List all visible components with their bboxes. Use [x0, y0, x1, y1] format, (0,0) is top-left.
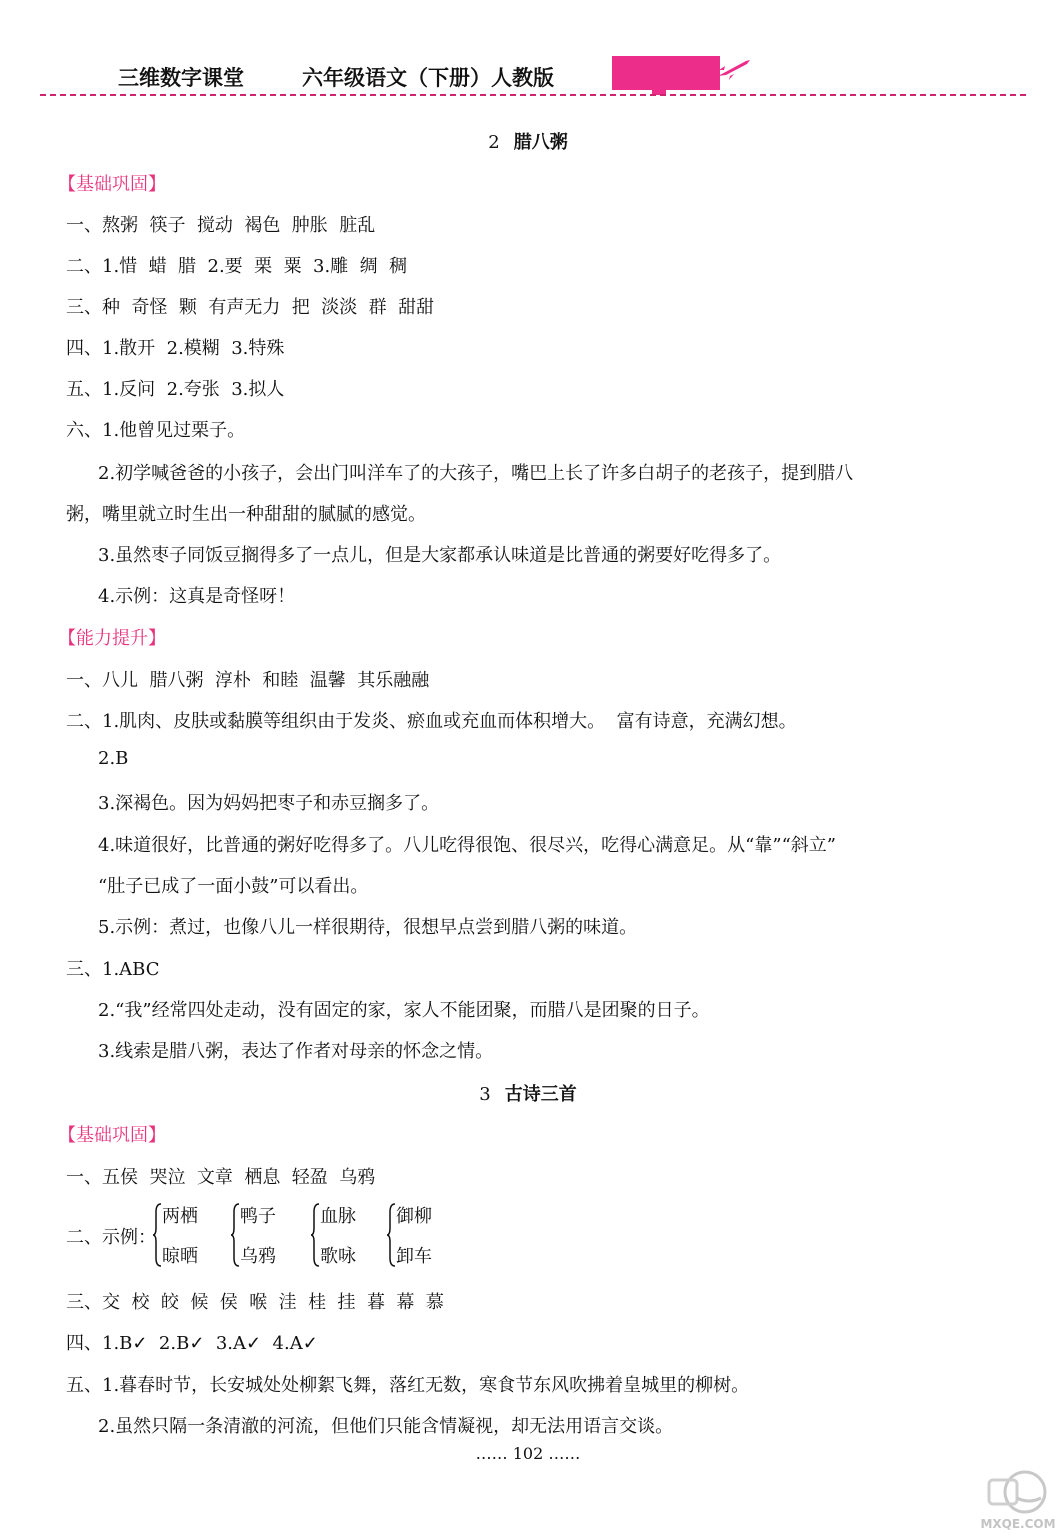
answer-line: 3.线索是腊八粥，表达了作者对母亲的怀念之情。: [98, 1041, 494, 1062]
answer-line: 5.示例：煮过，也像八儿一样很期待，很想早点尝到腊八粥的味道。: [98, 917, 638, 938]
section-tag-basic: 【基础巩固】: [58, 174, 166, 195]
answer-line: 4.示例：这真是奇怪呀！: [98, 586, 296, 607]
answer-line: 2.“我”经常四处走动，没有固定的家，家人不能团聚，而腊八是团聚的日子。: [98, 1000, 710, 1021]
answer-line: 三、交 校 皎 候 侯 喉 洼 桂 挂 暮 幕 慕: [66, 1292, 444, 1313]
series-title: 三维数字课堂: [118, 66, 244, 90]
page-header: [40, 56, 1026, 94]
book-title: 六年级语文（下册）人教版: [302, 66, 554, 90]
answer-line: 六、1.他曾见过栗子。: [66, 420, 246, 441]
answer-line: 一、熬粥 筷子 搅动 褐色 肿胀 脏乱: [66, 215, 376, 236]
answer-line: 2.初学喊爸爸的小孩子，会出门叫洋车了的大孩子，嘴巴上长了许多白胡子的老孩子，提到腊八: [98, 463, 854, 484]
answer-line: 四、1.散开 2.模糊 3.特殊: [66, 338, 285, 359]
answer-line: 粥，嘴里就立时生出一种甜甜的腻腻的感觉。: [66, 504, 426, 525]
page-number: …… 102 ……: [475, 1444, 581, 1463]
answer-line: 3.虽然枣子同饭豆搁得多了一点儿，但是大家都承认味道是比普通的粥要好吃得多了。: [98, 545, 782, 566]
svg-text:MXQE.COM: MXQE.COM: [980, 1517, 1056, 1531]
header-divider: [40, 94, 1026, 96]
answer-line: 四、1.B✓ 2.B✓ 3.A✓ 4.A✓: [66, 1333, 318, 1354]
answer-line: 二、1.肌肉、皮肤或黏膜等组织由于发炎、瘀血或充血而体积增大。 富有诗意，充满幻想。: [66, 711, 797, 732]
watermark-logo: [980, 1468, 1056, 1532]
answer-line: 2.虽然只隔一条清澈的河流，但他们只能含情凝视，却无法用语言交谈。: [98, 1416, 674, 1437]
answer-line: 五、1.反问 2.夸张 3.拟人: [66, 379, 285, 400]
answer-line: 4.味道很好，比普通的粥好吃得多了。八儿吃得很饱、很尽兴，吃得心满意足。从“靠”“斜立”: [98, 835, 836, 856]
answer-line: “肚子已成了一面小鼓”可以看出。: [98, 876, 369, 897]
rocket-icon: [716, 58, 752, 80]
section-title: 3 古诗三首: [479, 1084, 577, 1105]
answer-label: 二、示例：: [66, 1227, 156, 1248]
header-accent-block: [612, 56, 720, 90]
section-tag-ability: 【能力提升】: [58, 628, 166, 649]
answer-line: 二、1.惜 蜡 腊 2.要 栗 粟 3.雕 绸 稠: [66, 256, 408, 277]
brace-icon: [230, 1200, 240, 1270]
answer-line: 五、1.暮春时节，长安城处处柳絮飞舞，落红无数，寒食节东风吹拂着皇城里的柳树。: [66, 1375, 750, 1396]
answer-line: 三、1.ABC: [66, 959, 160, 980]
brace-word-groups: 二、示例： 两栖 晾晒 鸭子 乌鸦 血脉 歌咏 御柳 卸车: [66, 1200, 486, 1280]
brace-icon: [152, 1200, 162, 1270]
answer-line: 2.B: [98, 748, 129, 769]
section-tag-basic: 【基础巩固】: [58, 1125, 166, 1146]
answer-line: 三、种 奇怪 颗 有声无力 把 淡淡 群 甜甜: [66, 297, 435, 318]
brace-icon: [386, 1200, 396, 1270]
section-title: 2 腊八粥: [488, 132, 568, 153]
answer-line: 一、五侯 哭泣 文章 栖息 轻盈 乌鸦: [66, 1167, 376, 1188]
answer-line: 3.深褐色。因为妈妈把枣子和赤豆搁多了。: [98, 793, 440, 814]
brace-icon: [310, 1200, 320, 1270]
answer-line: 一、八儿 腊八粥 淳朴 和睦 温馨 其乐融融: [66, 670, 430, 691]
